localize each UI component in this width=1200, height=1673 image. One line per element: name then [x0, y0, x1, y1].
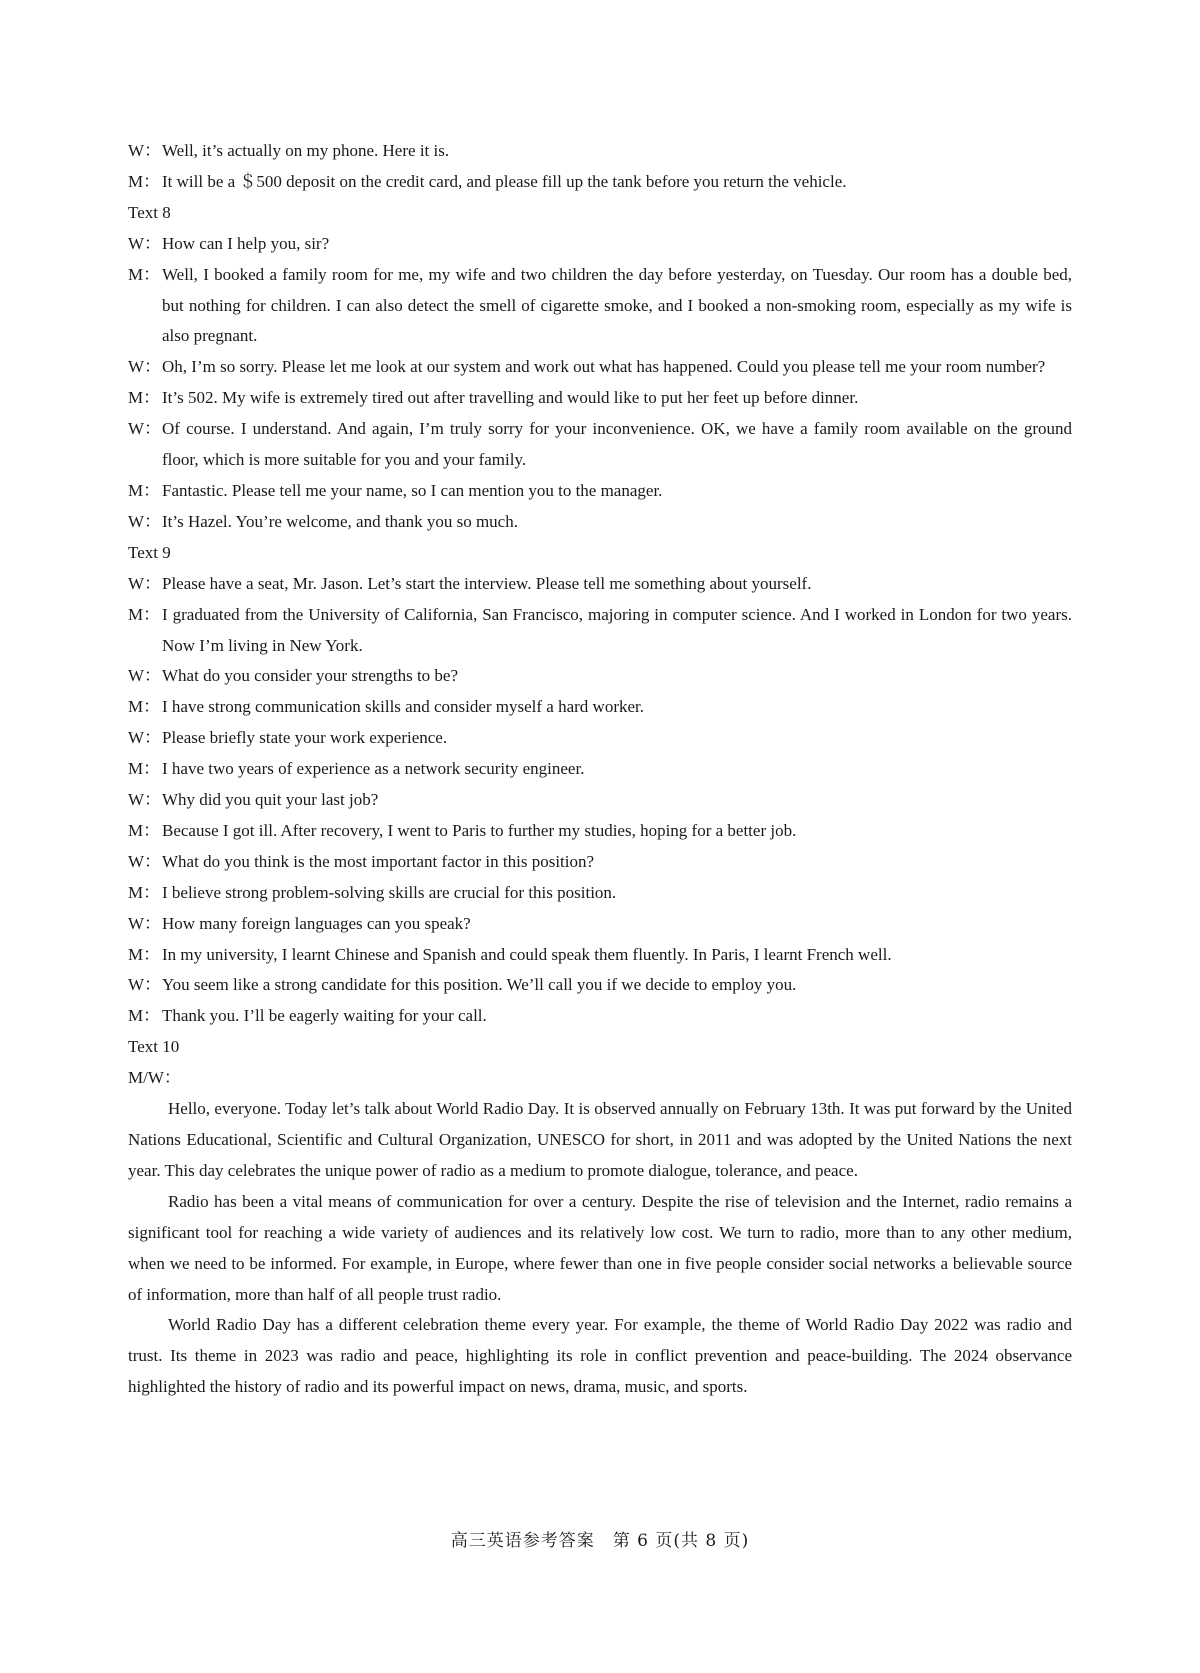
- speaker-label: W：: [128, 790, 162, 810]
- section-label: Text 9: [128, 542, 171, 562]
- speaker-label: M：: [128, 759, 161, 779]
- dialogue-line: [128, 909, 1072, 940]
- paragraph: World Radio Day has a different celebration theme every year. For example, the theme of World Radio Day 2022 was radio and trust. Its theme in 2023 was radio and peace, highlighting its role in conflict prevention and peace-building. The 2024 observance highlighted the history of radio and its powerful impact on news, drama, music, and sports.: [128, 1315, 1072, 1397]
- dialogue-text: In my university, I learnt Chinese and Spanish and could speak them fluently. In Paris, I learnt French well.: [162, 944, 892, 964]
- speaker-label: M：: [128, 820, 161, 840]
- dialogue-text: It will be a ＄500 deposit on the credit card, and please fill up the tank before you return the vehicle.: [162, 171, 847, 191]
- speaker-label: M：: [128, 882, 161, 902]
- dialogue-line: [128, 414, 1072, 476]
- dialogue-line: [128, 507, 1072, 538]
- dialogue-line: [128, 970, 1072, 1001]
- speaker-label: W：: [128, 141, 162, 160]
- dialogue-text: Well, it’s actually on my phone. Here it is.: [162, 141, 450, 160]
- speaker-label: M：: [128, 388, 161, 408]
- dialogue-line: [128, 878, 1072, 909]
- dialogue-line: [128, 476, 1072, 507]
- dialogue-text: It’s 502. My wife is extremely tired out after travelling and would like to put her feet up before dinner.: [162, 388, 859, 408]
- speaker-label: W：: [128, 511, 162, 531]
- speaker-label: W：: [128, 913, 162, 933]
- speaker-label: M：: [128, 1006, 161, 1026]
- dialogue-text: I believe strong problem-solving skills are crucial for this position.: [162, 882, 617, 902]
- dialogue-line: [128, 723, 1072, 754]
- dialogue-line: [128, 136, 1072, 167]
- dialogue-text: I graduated from the University of California, San Francisco, majoring in computer science. And I worked in London for two years. Now I’m living in New York.: [162, 604, 1072, 655]
- dialogue-line: [128, 383, 1072, 414]
- dialogue-text: What do you think is the most important factor in this position?: [162, 851, 595, 871]
- dialogue-line: [128, 940, 1072, 971]
- dialogue-text: What do you consider your strengths to be?: [162, 666, 459, 686]
- dialogue-text: How can I help you, sir?: [162, 233, 330, 253]
- speaker-label: W：: [128, 975, 162, 995]
- document-body: [128, 136, 1072, 1403]
- dialogue-line: [128, 569, 1072, 600]
- dialogue-line: [128, 229, 1072, 260]
- dialogue-text: I have strong communication skills and consider myself a hard worker.: [162, 697, 645, 717]
- speaker-label: M：: [128, 171, 161, 191]
- dialogue-text: How many foreign languages can you speak?: [162, 913, 471, 933]
- dialogue-text: It’s Hazel. You’re welcome, and thank you so much.: [162, 511, 518, 531]
- speaker-label: M：: [128, 697, 161, 717]
- dialogue-line: [128, 661, 1072, 692]
- speaker-label: M：: [128, 604, 161, 624]
- dialogue-line: [128, 352, 1072, 383]
- dialogue-text: Why did you quit your last job?: [162, 790, 379, 810]
- speaker-label: M：: [128, 480, 161, 500]
- section-label: Text 10: [128, 1037, 180, 1057]
- dialogue-line: [128, 260, 1072, 353]
- dialogue-line: [128, 600, 1072, 662]
- dialogue-line: [128, 816, 1072, 847]
- dialogue-line: [128, 692, 1072, 723]
- dialogue-text: Please have a seat, Mr. Jason. Let’s start the interview. Please tell me something about yourself.: [162, 573, 812, 593]
- speaker-label: M：: [128, 944, 161, 964]
- dialogue-text: I have two years of experience as a network security engineer.: [162, 759, 585, 779]
- dialogue-text: Well, I booked a family room for me, my wife and two children the day before yesterday, on Tuesday. Our room has a double bed, but nothing for children. I can also detect the smell of cigarette smoke, and I booked a non-smoking room, especially as my wife is also pregnant.: [162, 264, 1072, 346]
- dialogue-text: Please briefly state your work experience.: [162, 728, 448, 748]
- speaker-label: M：: [128, 264, 161, 284]
- speaker-label: W：: [128, 573, 162, 593]
- speaker-label: W：: [128, 419, 162, 439]
- speaker-label: W：: [128, 233, 162, 253]
- dialogue-text: Of course. I understand. And again, I’m truly sorry for your inconvenience. OK, we have a family room available on the ground floor, which is more suitable for you and your family.: [162, 419, 1072, 470]
- speaker-label: W：: [128, 357, 162, 377]
- dialogue-text: Thank you. I’ll be eagerly waiting for your call.: [162, 1006, 487, 1026]
- page-footer: 高三英语参考答案 第 6 页(共 8 页): [450, 1531, 750, 1551]
- dialogue-line: [128, 1001, 1072, 1032]
- speaker-label: W：: [128, 851, 162, 871]
- section-label: M/W：: [128, 1068, 181, 1088]
- dialogue-line: [128, 847, 1072, 878]
- dialogue-line: [128, 167, 1072, 198]
- dialogue-text: You seem like a strong candidate for this position. We’ll call you if we decide to employ you.: [162, 975, 797, 995]
- dialogue-line: [128, 754, 1072, 785]
- section-label: Text 8: [128, 202, 171, 222]
- dialogue-text: Fantastic. Please tell me your name, so I can mention you to the manager.: [162, 480, 663, 500]
- dialogue-text: Because I got ill. After recovery, I went to Paris to further my studies, hoping for a better job.: [162, 820, 797, 840]
- speaker-label: W：: [128, 728, 162, 748]
- speaker-label: W：: [128, 666, 162, 686]
- paragraph: Hello, everyone. Today let’s talk about World Radio Day. It is observed annually on February 13th. It was put forward by the United Nations Educational, Scientific and Cultural Organization, UNESCO for short, in 2011 and was adopted by the United Nations the next year. This day celebrates the unique power of radio as a medium to promote dialogue, tolerance, and peace.: [128, 1099, 1072, 1180]
- dialogue-text: Oh, I’m so sorry. Please let me look at our system and work out what has happened. Could you please tell me your room number?: [162, 357, 1046, 377]
- dialogue-line: [128, 785, 1072, 816]
- paragraph: Radio has been a vital means of communication for over a century. Despite the rise of television and the Internet, radio remains a significant tool for reaching a wide variety of audiences and its relatively low cost. We turn to radio, more than to any other medium, when we need to be informed. For example, in Europe, where fewer than one in five people consider social networks a believable source of information, more than half of all people trust radio.: [128, 1191, 1072, 1304]
